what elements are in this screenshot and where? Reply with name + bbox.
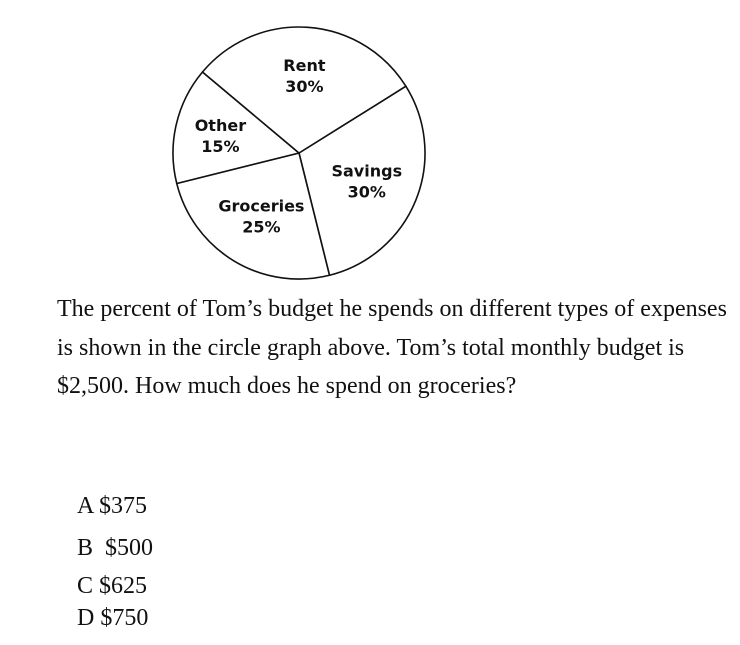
pie-label-savings: Savings 30% (331, 161, 403, 202)
pie-label-groceries: Groceries 25% (218, 196, 305, 237)
choice-d[interactable]: D $750 (77, 605, 149, 631)
question-text: The percent of Tom’s budget he spends on different types of expenses is shown in the circle graph above. Tom’s total monthly budget is $2,500. How much does he spend on groceries? (57, 296, 727, 399)
choice-b[interactable]: B $500 (77, 535, 154, 561)
pie-chart (160, 18, 440, 288)
choice-c[interactable]: C $625 (77, 573, 148, 599)
choice-a[interactable]: A $375 (77, 493, 148, 519)
pie-label-other: Other 15% (194, 115, 247, 156)
pie-label-rent: Rent 30% (283, 56, 326, 97)
